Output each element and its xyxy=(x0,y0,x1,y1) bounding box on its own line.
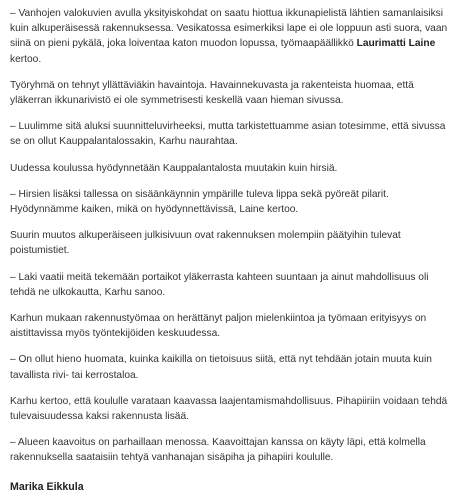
paragraph-text: – On ollut hieno huomata, kuinka kaikilla on tietoisuus siitä, että nyt tehdään jotain muuta kuin tavallista rivi- tai kerrostaloa. xyxy=(10,354,432,381)
paragraph-text: – Vanhojen valokuvien avulla yksityiskohdat on saatu hiottua ikkunapielistä lähtien samanlaisiksi kuin alkuperäisessä rakennuksessa. Vesikatossa esimerkiksi lape ei ole loppuun asti suora, vaan siinä on pieni pykälä, joka loiventaa katon muodon lopussa, työmaapäällikkö xyxy=(10,8,448,50)
article-paragraph xyxy=(10,270,454,300)
paragraph-text: Työryhmä on tehnyt yllättäviäkin havaintoja. Havainnekuvasta ja rakenteista huomaa, että yläkerran ikkunarivistö ei ole symmetrisesti keskellä vaan hieman sivussa. xyxy=(10,79,414,107)
paragraph-text: kertoo. xyxy=(10,53,42,65)
paragraph-text: Suurin muutos alkuperäiseen julkisivuun ovat rakennuksen molempiin päätyihin tulevat poistumistiet. xyxy=(10,230,401,257)
paragraph-text: – Hirsien lisäksi tallessa on sisäänkäynnin ympärille tuleva lippa sekä pyöreät pilarit. Hyödynnämme kaiken, mikä on hyödynnettävissä, Laine kertoo. xyxy=(10,188,389,216)
article-paragraph xyxy=(10,78,454,108)
article-author: Marika Eikkula xyxy=(10,480,84,493)
article-paragraph xyxy=(10,6,454,67)
article-paragraph xyxy=(10,435,454,465)
article-paragraph xyxy=(10,187,454,217)
paragraph-text: Karhu kertoo, että koululle varataan kaavassa laajentamismahdollisuus. Pihapiiriin voidaan tehdä tulevaisuudessa kaksi rakennusta lisää. xyxy=(10,395,448,423)
article-paragraphs xyxy=(10,6,454,466)
paragraph-text: Uudessa koulussa hyödynnetään Kauppalantalosta muutakin kuin hirsiä. xyxy=(10,162,338,174)
article-paragraph xyxy=(10,394,454,424)
paragraph-text: – Laki vaatii meitä tekemään portaikot yläkerrasta kahteen suuntaan ja ainut mahdollisuus oli tehdä ne ulkokautta, Karhu sanoo. xyxy=(10,271,429,298)
article-paragraph xyxy=(10,311,454,341)
paragraph-text: – Luulimme sitä aluksi suunnitteluvirheeksi, mutta tarkistettuamme asian totesimme, että sivussa se on ollut Kauppalantalossakin, Karhu naurahtaa. xyxy=(10,121,446,148)
article-paragraph xyxy=(10,228,454,258)
article-paragraph xyxy=(10,352,454,382)
paragraph-text: – Alueen kaavoitus on parhaillaan menossa. Kaavoittajan kanssa on käyty läpi, että kolmella rakennuksella saataisiin tehtyä vanhanajan sisäpiha ja pihapiiri koululle. xyxy=(10,437,426,464)
paragraph-text: Karhun mukaan rakennustyömaa on herättänyt paljon mielenkiintoa ja työmaan erityisyys on aistittavissa myös työntekijöiden keskuudessa. xyxy=(10,313,427,340)
person-name: Laurimatti Laine xyxy=(356,38,436,50)
article-paragraph xyxy=(10,119,454,149)
article-paragraph xyxy=(10,161,454,176)
